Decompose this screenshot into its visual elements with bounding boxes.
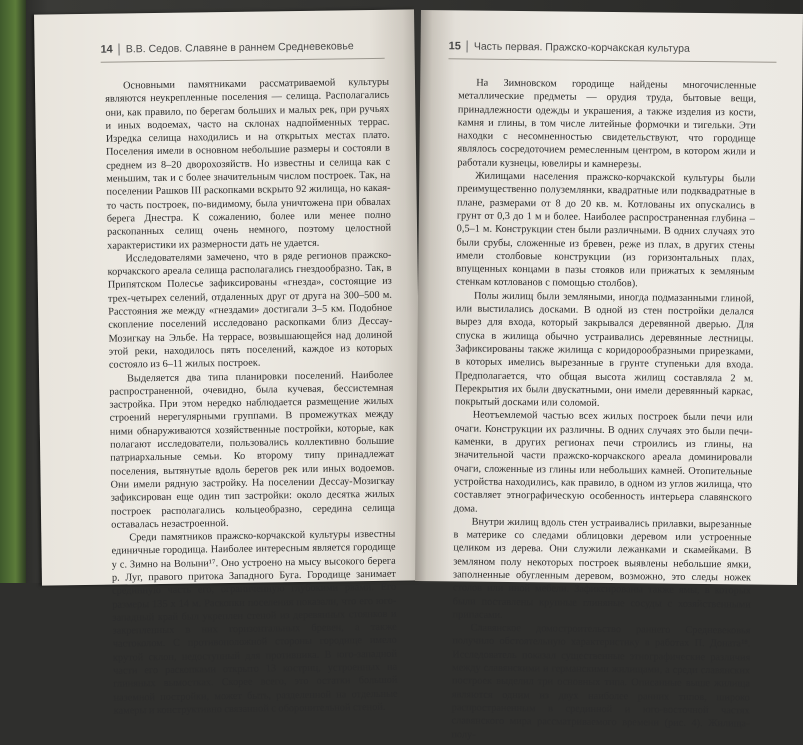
left-page-number: 14 [100, 43, 113, 56]
paragraph: Основными памятниками рассматриваемой культуры являются неукрепленные поселения — селища. Располагались они, как правило, по берегам больших и малых рек, при ручьях и иных водоемах, часто на склонах надпойменных террас. Изредка селища находились и на открытых местах плато. Поселения имели в основном небольшие размеры и состояли в среднем из 8–20 дворохозяйств. Но известны и селища как с меньшим, так и с более значительным числом построек. Так, на поселении Рашков III раскопками вскрыто 92 жилища, но какая-то часть построек, по-видимому, была уничтожена при обвалах берега Днестра. К сожалению, более или менее полно раскопанных селищ очень немного, поэтому целостной характеристики их размерности дать не удается. [105, 76, 392, 252]
right-running-head [449, 40, 690, 55]
paragraph: На Зимновском городище найдены многочисленные металлические предметы — орудия труда, бытовые вещи, принадлежности одежды и украшения, а также изделия из кости, камня и глины, в том числе литейные формочки и тигельки. Эти находки с несомненностью свидетельствуют, что городище являлось сосредоточием ремесленным центром, в котором жили и работали кузнецы, ювелиры и камнерезы. [457, 77, 757, 171]
paragraph: Полы жилищ были земляными, иногда подмазанными глиной, или выстилались досками. В одной из стен постройки делался вырез для входа, который закрывался деревянной дверью. Для спуска в жилища обычно устраивались деревянные лестницы. Зафиксированы также жилища с коридорообразными прирезками, в которых имелись вырезанные в грунте ступеньки для входа. Предполагается, что общая высота жилищ составляла 2 м. Перекрытия их были двускатными, они имели деревянный каркас, покрытый досками или соломой. [454, 290, 755, 410]
left-running-head [100, 40, 353, 56]
paragraph: Исследователями замечено, что в ряде регионов пражско-корчакского ареала селища располагались гнездообразно. Так, в Припятском Полесье зафиксированы «гнезда», состоящие из трех-четырех селений, отдаленных друг от друга на 300–500 м. Расстояния же между «гнездами» достигали 3–5 км. Подобное скопление поселений исследовано раскопками близ Дессау-Мозигкау на Эльбе. На террасе, возвышающейся над долиной этой реки, находилось пять поселений, каждое из которых состояло из 6–11 жилых построек. [107, 249, 393, 371]
right-page-number: 15 [448, 40, 461, 53]
header-separator [467, 40, 468, 52]
paragraph: Жилищами населения пражско-корчакской культуры были преимущественно полуземлянки, квадратные или подквадратные в плане, размерами от 8 до 20 кв. м. Котлованы их опускались в грунт от 0,3 до 1 м и более. Наиболее распространенная глубина –0,5–1 м. Конструкции стен были различными. В одних случаях это были срубы, сложенные из бревен, реже из плах, в других стены имели столбовые конструкции (из горизонтальных плах, впущенных концами в пазы стояков или прижатых к земляным стенкам котлованов с помощью столбов). [456, 170, 756, 290]
header-rule [448, 58, 776, 62]
right-running-head-title: Часть первая. Пражско-корчакская культура [473, 40, 690, 55]
paragraph: Внутри жилищ вдоль стен устраивались прилавки, вырезанные в материке со следами облицовки деревом или устроенные целиком из дерева. Они служили лежанками и скамейками. В земляном полу некоторых построек выявлены небольшие ямки, заполненные обугленным деревом, возможно, это следы ножек столов или иной мебели. Зафиксированы также ямы, в которых были поставлены крупные глиняные сосуды с хозяйственными припасами. [452, 516, 752, 621]
book-cover-edge [0, 0, 26, 583]
left-page [34, 9, 422, 717]
paragraph: Славянское домостроительство раннего Средневековья получило обстоятельную характеристику в работах П. Доната¹⁸. Исследователь показал существенные этнографические различия между славянскими и германскими жилищами, а среди славянских построек выделил три основных типа. Описанные выше жилища являются одним из двух наиболее ранних типов, широко распространенным в срединной и юго-восточной частях славянского мира рассматриваемого времени (рис. 4). Жилища-полу- [451, 622, 751, 741]
paragraph: Выделяется два типа планировки поселений. Наиболее распространенной, очевидно, была кучевая, бессистемная застройка. При этом нередко наблюдается размещение жилых строений нерегулярными группами. В промежутках между ними обнаруживаются хозяйственные постройки, которые, как полагают исследователи, пользовались коллективно большие патриархальные семьи. Ко второму типу принадлежат поселения, вытянутые вдоль берегов рек или иных водоемов. Они имели рядную застройку. На поселении Дессау-Мозигкау зафиксирован еще один тип застройки: около десятка жилых построек располагались кольцеобразно, середина селища оставалась незастроенной. [109, 369, 396, 531]
left-running-head-title: В.В. Седов. Славяне в раннем Средневековье [125, 40, 354, 56]
right-body-text [451, 76, 757, 741]
paragraph: Среди памятников пражско-корчакской культуры известны единичные городища. Наиболее интересным является городище у с. Зимно на Волыни¹⁷. Оно устроено на мысу высокого берега р. Луг, правого притока Западного Буга. Городище занимает срединную часть его, ограниченную глубокими рвами. Его размеры 135 х 14 м. Раскопки поселения показали, что его юго-западный край был укреплен стеной из деревянных стоянков и закрепленных в них горизонтальных бревен, а также частоколом. С противоположной стороны городище имело крутой склон, недоступный для противника. В юго-западной части его раскопками открыто 13 костриц, устроенных на глиняных вымостках. Скорее всего, это остатки большой наземной постройки, может быть, разделенной на отдельные камеры и конструктивно связанной с оборонительной стеной. [111, 528, 398, 717]
header-rule [101, 58, 385, 63]
left-body-text [105, 76, 398, 717]
right-page [415, 10, 803, 741]
header-separator [119, 43, 120, 55]
paragraph: Неотъемлемой частью всех жилых построек были печи или очаги. Конструкции их различны. В одних случаях это были печи-каменки, в других регионах печи строились из глины, на значительной части пражско-корчакского ареала доминировали очаги, сложенные из глины или небольших камней. Отопительные устройства находились, как правило, в одном из углов жилища, что составляет этнографическую особенность интерьера славянского дома. [453, 410, 753, 515]
